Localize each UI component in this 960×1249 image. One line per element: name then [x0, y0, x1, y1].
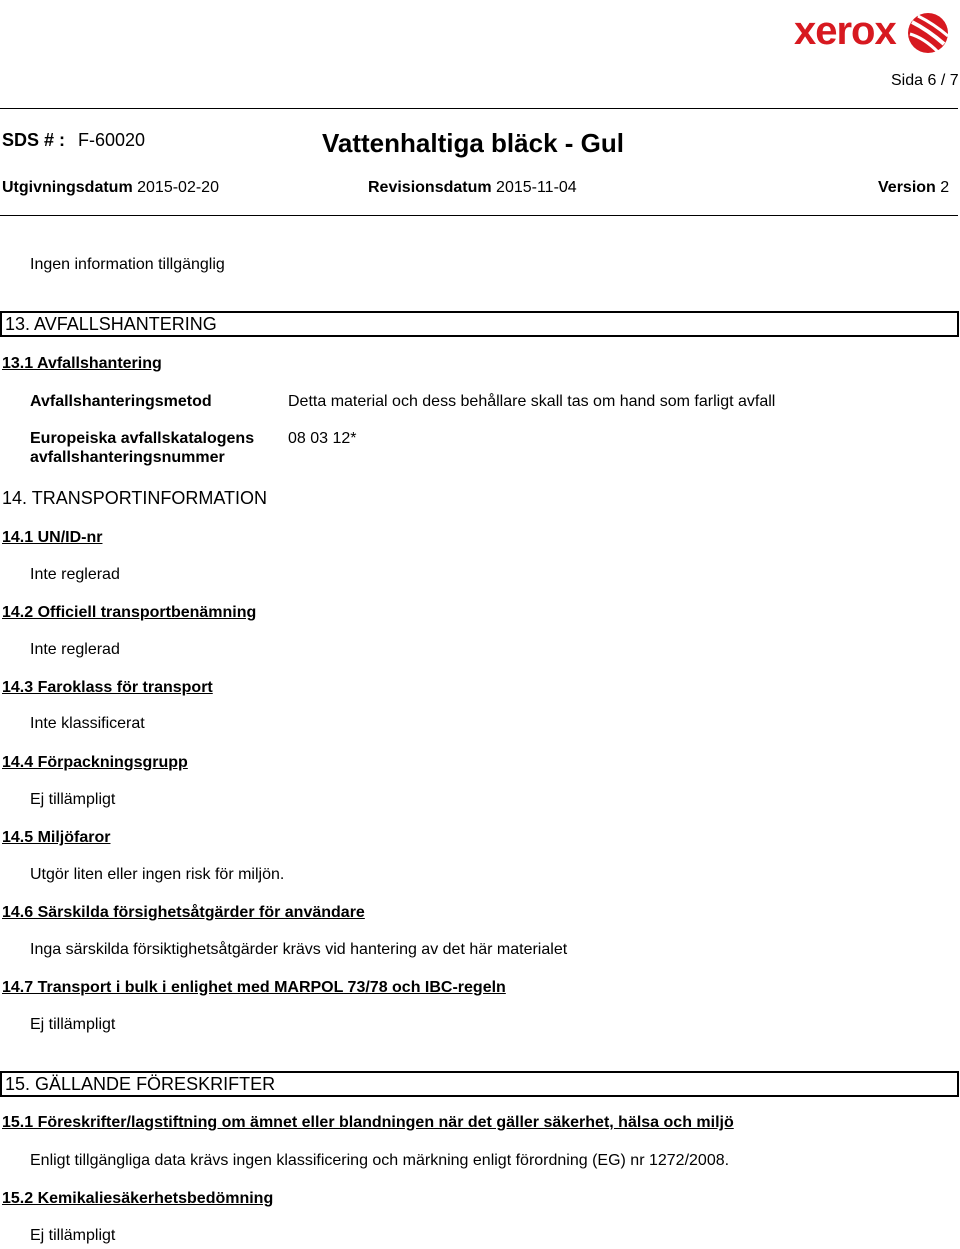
- section-14-title: 14. TRANSPORTINFORMATION: [2, 488, 268, 508]
- sds-number: F-60020: [78, 130, 146, 150]
- logo-text: xerox: [794, 9, 896, 53]
- version-row: [878, 179, 949, 197]
- subsection-14-7-text: Ej tillämpligt: [30, 1016, 116, 1033]
- subsection-14-2-text: Inte reglerad: [30, 641, 120, 658]
- subsection-14-5-heading: 14.5 Miljöfaror: [2, 829, 111, 846]
- sds-label: SDS # :: [2, 130, 66, 150]
- document-title: Vattenhaltiga bläck - Gul: [322, 128, 624, 158]
- ewc-value: 08 03 12*: [288, 430, 357, 447]
- section-15-header: [0, 1071, 959, 1097]
- version-label: Version: [878, 179, 936, 196]
- subsection-14-2-heading: 14.2 Officiell transportbenämning: [2, 604, 257, 621]
- waste-method-value: Detta material och dess behållare skall tas om hand som farligt avfall: [288, 393, 776, 410]
- header-bottom-divider: [0, 215, 958, 216]
- waste-method-label: Avfallshanteringsmetod: [30, 393, 212, 410]
- issue-date: 2015-02-20: [137, 179, 219, 196]
- subsection-15-2-heading: 15.2 Kemikaliesäkerhetsbedömning: [2, 1190, 274, 1207]
- intro-text: Ingen information tillgänglig: [30, 256, 225, 273]
- header-divider: [0, 108, 958, 109]
- subsection-15-1-heading: 15.1 Föreskrifter/lagstiftning om ämnet eller blandningen när det gäller säkerhet, hälsa och miljö: [2, 1114, 734, 1131]
- subsection-14-3-text: Inte klassificerat: [30, 715, 145, 732]
- subsection-14-1-text: Inte reglerad: [30, 566, 120, 583]
- subsection-14-1-heading: 14.1 UN/ID-nr: [2, 529, 103, 546]
- section-15-title: 15. GÄLLANDE FÖRESKRIFTER: [5, 1074, 276, 1094]
- xerox-logo-icon: [794, 8, 954, 58]
- issue-date-label: Utgivningsdatum: [2, 179, 133, 196]
- subsection-14-5-text: Utgör liten eller ingen risk för miljön.: [30, 866, 285, 883]
- subsection-14-6-heading: 14.6 Särskilda försighetsåtgärder för användare: [2, 904, 365, 921]
- version-value: 2: [940, 179, 950, 196]
- issue-date-row: [2, 179, 219, 197]
- subsection-14-6-text: Inga särskilda försiktighetsåtgärder krävs vid hantering av det här materialet: [30, 941, 568, 958]
- subsection-14-4-text: Ej tillämpligt: [30, 791, 116, 808]
- revision-date: 2015-11-04: [496, 179, 577, 196]
- subsection-15-1-text: Enligt tillgängliga data krävs ingen klassificering och märkning enligt förordning (EG) nr 1272/2008.: [30, 1152, 730, 1169]
- subsection-14-4-heading: 14.4 Förpackningsgrupp: [2, 754, 188, 771]
- subsection-13-1-heading: 13.1 Avfallshantering: [2, 355, 162, 372]
- revision-date-label: Revisionsdatum: [368, 179, 492, 196]
- subsection-14-3-heading: 14.3 Faroklass för transport: [2, 679, 213, 696]
- section-13-title: 13. AVFALLSHANTERING: [5, 314, 217, 334]
- page-number: Sida 6 / 7: [891, 72, 959, 89]
- ewc-label-line1: Europeiska avfallskatalogens: [30, 430, 255, 447]
- subsection-14-7-heading: 14.7 Transport i bulk i enlighet med MARPOL 73/78 och IBC-regeln: [2, 979, 506, 996]
- subsection-15-2-text: Ej tillämpligt: [30, 1227, 116, 1244]
- revision-date-row: [368, 179, 577, 197]
- section-13-header: [0, 311, 959, 337]
- ewc-label-line2: avfallshanteringsnummer: [30, 449, 225, 466]
